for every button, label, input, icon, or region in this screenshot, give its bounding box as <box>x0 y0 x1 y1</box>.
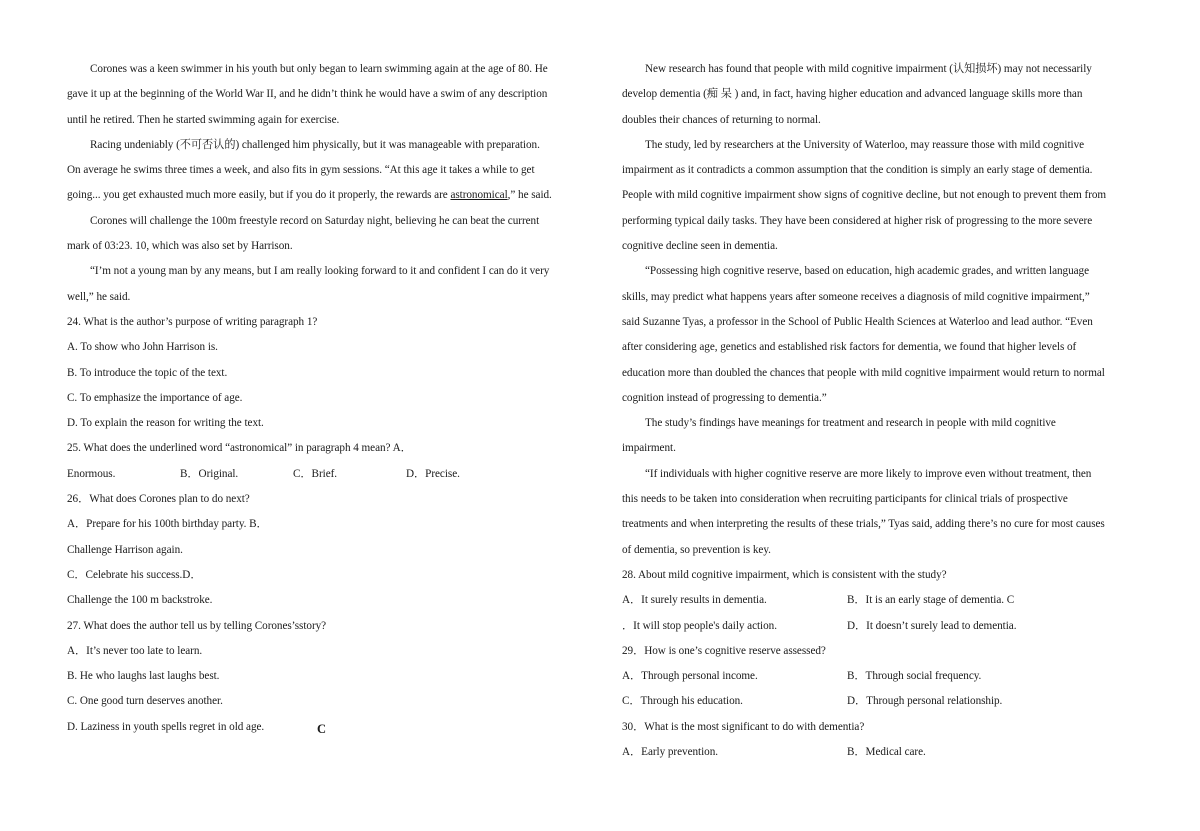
option-line: A．It’s never too late to learn. <box>67 644 203 657</box>
paragraph-line: On average he swims three times a week, and also fits in gym sessions. “At this age it takes a while to get <box>67 164 535 177</box>
paragraph-line: The study’s findings have meanings for treatment and research in people with mild cognitive <box>645 417 1056 430</box>
option: D．Precise. <box>406 467 460 480</box>
paragraph-line: cognitive decline seen in dementia. <box>622 240 778 253</box>
option: B．It is an early stage of dementia. C <box>847 594 1015 607</box>
option-row <box>67 462 567 487</box>
option-line: B. He who laughs last laughs best. <box>67 670 220 683</box>
paragraph-line: said Suzanne Tyas, a professor in the School of Public Health Sciences at Waterloo and lead author. “Even <box>622 315 1093 328</box>
paragraph-line: treatments and when interpreting the results of these trials,” Tyas said, adding there’s no cure for most causes <box>622 518 1105 531</box>
paragraph-line: “Possessing high cognitive reserve, based on education, high academic grades, and written language <box>645 265 1090 278</box>
option-line: D. To explain the reason for writing the text. <box>67 417 264 430</box>
paragraph-line <box>67 183 567 208</box>
paragraph-line: this needs to be taken into consideration when recruiting participants for clinical trials of prospective <box>622 493 1068 506</box>
paragraph-line: gave it up at the beginning of the World War II, and he didn’t think he would have a swim of any description <box>67 88 548 101</box>
paragraph-line: impairment. <box>622 442 676 455</box>
paragraph-line: mark of 03:23. 10, which was also set by Harrison. <box>67 240 293 253</box>
option: B．Original. <box>180 467 239 480</box>
paragraph-line: doubles their chances of returning to normal. <box>622 113 821 126</box>
paragraph-line: The study, led by researchers at the University of Waterloo, may reassure those with mild cognitive <box>645 138 1085 151</box>
option: C．Through his education. <box>622 695 743 708</box>
text-span: going... you get exhausted much more easily, but if you do it properly, the rewards are <box>67 189 451 202</box>
option: B．Medical care. <box>847 746 926 759</box>
paragraph-line: New research has found that people with mild cognitive impairment (认知损坏) may not necessarily <box>645 63 1092 75</box>
option: D．It doesn’t surely lead to dementia. <box>847 619 1017 632</box>
option-row <box>622 689 1127 714</box>
text-span: ,” he said. <box>507 189 552 202</box>
option-line: C．Celebrate his success.D． <box>67 568 202 581</box>
paragraph-line: of dementia, so prevention is key. <box>622 543 771 556</box>
option-row <box>622 740 1127 765</box>
underlined-word: astronomical <box>450 189 508 202</box>
right-column <box>622 57 1127 765</box>
option: C．Brief. <box>293 467 338 480</box>
question-30: 30．What is the most significant to do with dementia? <box>622 720 865 733</box>
section-label: C <box>317 722 327 736</box>
option-line: Challenge the 100 m backstroke. <box>67 594 213 607</box>
option-line: D. Laziness in youth spells regret in old age. <box>67 720 265 733</box>
paragraph-line: until he retired. Then he started swimming again for exercise. <box>67 113 340 126</box>
paragraph-line: “If individuals with higher cognitive reserve are more likely to improve even without treatment, then <box>645 467 1092 480</box>
paragraph-line: Racing undeniably (不可否认的) challenged him physically, but it was manageable with preparation. <box>90 138 540 151</box>
option-line: Challenge Harrison again. <box>67 543 183 556</box>
option-line: A. To show who John Harrison is. <box>67 341 218 354</box>
option-line: C. One good turn deserves another. <box>67 695 223 708</box>
option: A．It surely results in dementia. <box>622 594 767 607</box>
paragraph-line: skills, may predict what happens years after someone receives a diagnosis of mild cognitive impairment,” <box>622 290 1090 303</box>
option: B．Through social frequency. <box>847 670 982 683</box>
question-28: 28. About mild cognitive impairment, which is consistent with the study? <box>622 568 947 581</box>
option-row <box>622 588 1127 613</box>
paragraph-line: after considering age, genetics and established risk factors for dementia, we found that higher levels of <box>622 341 1077 354</box>
option-row <box>622 664 1127 689</box>
option-row <box>622 614 1127 639</box>
question-27: 27. What does the author tell us by telling Corones’sstory? <box>67 619 327 632</box>
paragraph-line: People with mild cognitive impairment show signs of cognitive decline, but not enough to prevent them from <box>622 189 1107 202</box>
option: A．Early prevention. <box>622 746 718 759</box>
option: ．It will stop people's daily action. <box>622 619 777 632</box>
question-24: 24. What is the author’s purpose of writing paragraph 1? <box>67 315 318 328</box>
option-line: C. To emphasize the importance of age. <box>67 391 243 404</box>
paragraph-line: develop dementia (痴 呆 ) and, in fact, having higher education and advanced language skills more than <box>622 88 1083 101</box>
paragraph-line: impairment as it contradicts a common assumption that the condition is simply an early stage of dementia. <box>622 164 1093 177</box>
option: Enormous. <box>67 467 116 480</box>
option-line: A．Prepare for his 100th birthday party. B． <box>67 518 268 531</box>
paragraph-line: well,” he said. <box>67 290 131 303</box>
question-25: 25. What does the underlined word “astronomical” in paragraph 4 mean? A． <box>67 442 412 455</box>
left-column <box>67 57 567 740</box>
question-26: 26．What does Corones plan to do next? <box>67 493 250 506</box>
paragraph-line: performing typical daily tasks. They have been considered at higher risk of progressing to the more severe <box>622 214 1093 227</box>
option: D．Through personal relationship. <box>847 695 1003 708</box>
option-line: B. To introduce the topic of the text. <box>67 366 228 379</box>
question-29: 29．How is one’s cognitive reserve assessed? <box>622 644 826 657</box>
paragraph-line: “I’m not a young man by any means, but I am really looking forward to it and confident I can do it very <box>90 265 550 278</box>
option: A．Through personal income. <box>622 670 758 683</box>
paragraph-line: Corones will challenge the 100m freestyle record on Saturday night, believing he can beat the current <box>90 214 540 227</box>
paragraph-line: education more than doubled the chances that people with mild cognitive impairment would return to normal <box>622 366 1105 379</box>
paragraph-line: cognition instead of progressing to dementia.” <box>622 391 827 404</box>
paragraph-line: Corones was a keen swimmer in his youth but only began to learn swimming again at the age of 80. He <box>90 63 548 75</box>
